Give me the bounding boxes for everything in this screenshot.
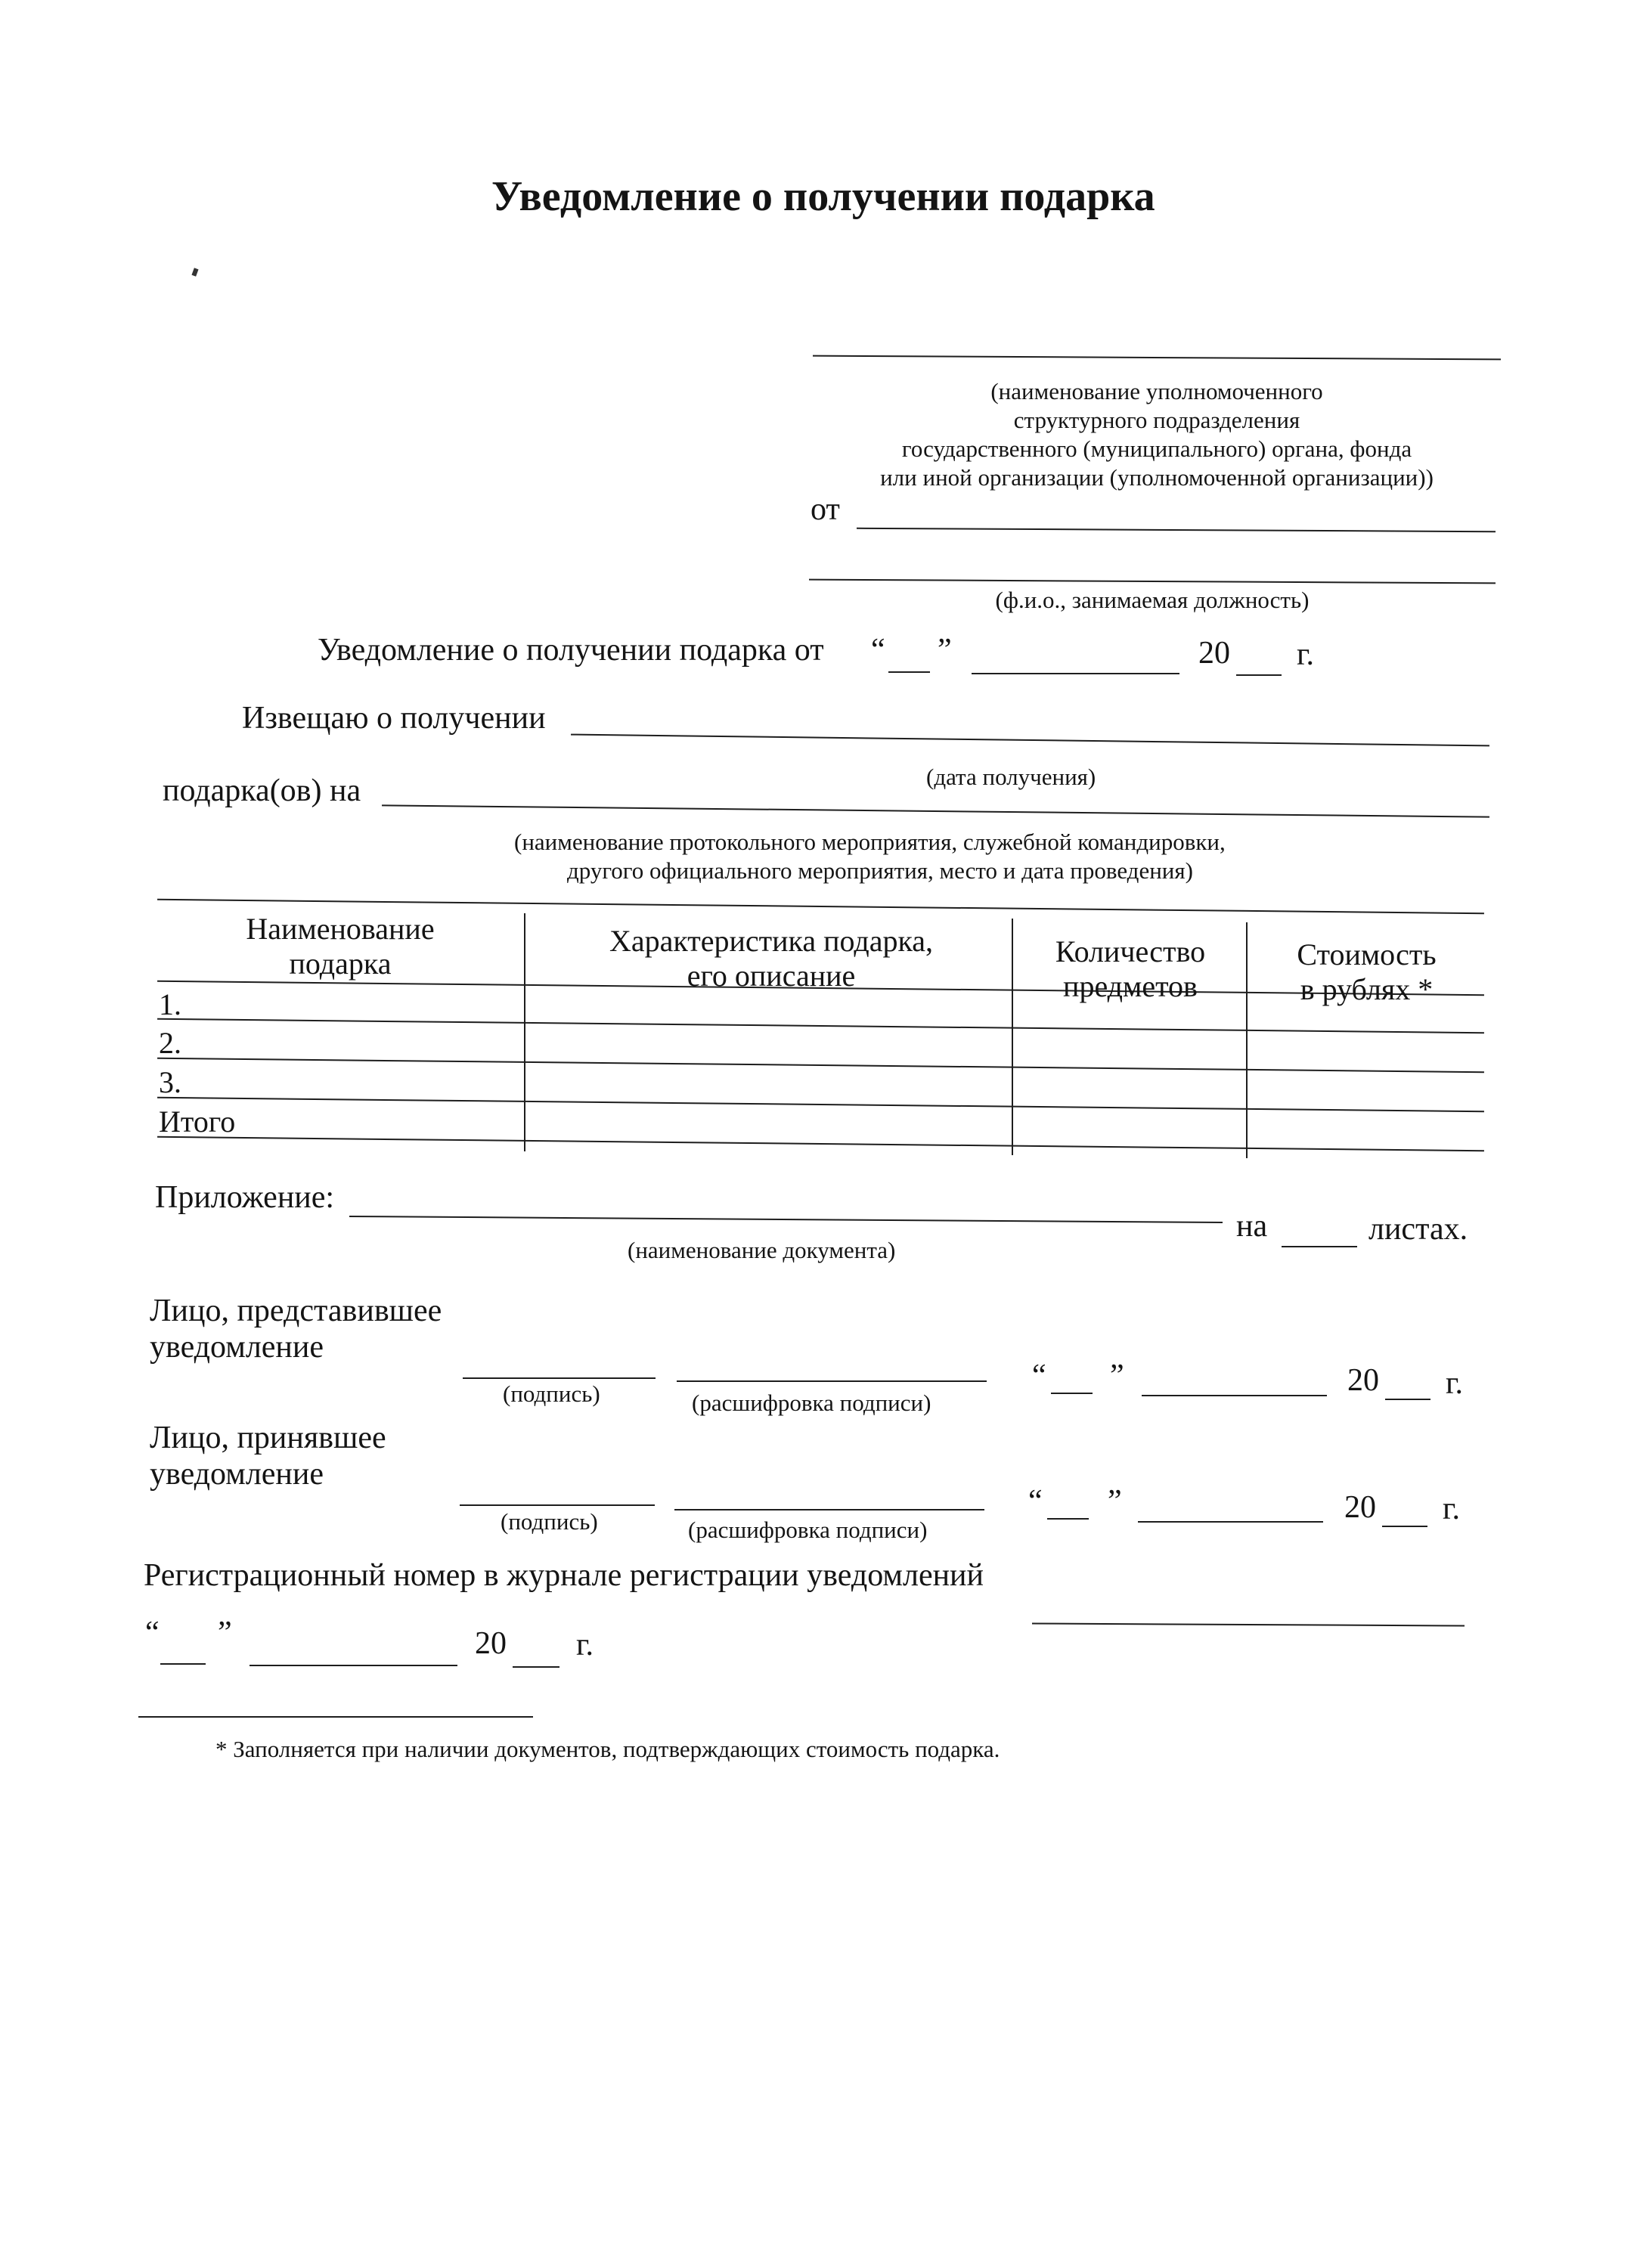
receipt-date-line[interactable] <box>571 734 1489 747</box>
from-fio-line-2[interactable] <box>809 579 1496 584</box>
submitter-month-field[interactable] <box>1142 1395 1327 1396</box>
from-fio-line-1[interactable] <box>857 528 1496 532</box>
table-row-1-rule <box>157 1018 1484 1033</box>
event-line[interactable] <box>382 804 1489 817</box>
receiver-year-field[interactable] <box>1382 1526 1427 1527</box>
gifts-label: подарка(ов) на <box>163 773 361 808</box>
submitter-decoding-caption: (расшифровка подписи) <box>692 1390 931 1416</box>
event-caption-1: (наименование протокольного мероприятия, служебной командировки, <box>514 829 1226 855</box>
header-gift-description: Характеристика подарка, его описание <box>609 924 934 993</box>
attachment-doc-caption: (наименование документа) <box>628 1237 896 1263</box>
receiver-decoding-line[interactable] <box>674 1509 984 1510</box>
registration-year-suffix: г. <box>576 1628 594 1662</box>
submitter-year-prefix: 20 <box>1347 1363 1379 1398</box>
submitter-decoding-line[interactable] <box>677 1380 987 1382</box>
addressee-caption-3: государственного (муниципального) органа, фонда <box>901 435 1412 462</box>
scan-speck <box>191 268 198 276</box>
registration-year-prefix: 20 <box>475 1626 507 1661</box>
receiver-year-prefix: 20 <box>1344 1490 1376 1525</box>
table-row-label-total: Итого <box>159 1105 236 1139</box>
attachment-on-label: на <box>1236 1209 1268 1244</box>
submitter-signature-caption: (подпись) <box>503 1380 600 1407</box>
submitter-quote-close: ” <box>1110 1359 1124 1393</box>
addressee-organization-line[interactable] <box>813 355 1501 361</box>
receiver-day-field[interactable] <box>1047 1518 1089 1520</box>
notice-year-suffix: г. <box>1297 637 1314 672</box>
receiver-label-1: Лицо, принявшее <box>150 1421 386 1455</box>
receipt-date-caption: (дата получения) <box>926 764 1096 790</box>
header-quantity: Количество предметов <box>1055 934 1206 1003</box>
receiver-month-field[interactable] <box>1138 1521 1323 1523</box>
table-row-label-1: 1. <box>159 987 181 1021</box>
submitter-day-field[interactable] <box>1051 1393 1093 1394</box>
registration-label: Регистрационный номер в журнале регистрации уведомлений <box>144 1558 984 1593</box>
table-row-label-3: 3. <box>159 1065 181 1099</box>
notice-day-field[interactable] <box>888 671 930 673</box>
receipt-label: Извещаю о получении <box>242 701 546 736</box>
attachment-label: Приложение: <box>155 1180 335 1215</box>
document-title: Уведомление о получении подарка <box>491 173 1155 220</box>
receiver-quote-open: “ <box>1028 1484 1043 1519</box>
table-row-3-rule <box>157 1097 1484 1112</box>
submitter-label-2: уведомление <box>150 1330 324 1365</box>
submitter-signature-line[interactable] <box>463 1377 656 1379</box>
attachment-doc-line[interactable] <box>349 1216 1223 1223</box>
submitter-label-1: Лицо, представившее <box>150 1294 442 1328</box>
registration-day-field[interactable] <box>160 1663 206 1665</box>
submitter-year-suffix: г. <box>1446 1366 1463 1401</box>
receiver-quote-close: ” <box>1108 1484 1122 1519</box>
registration-month-field[interactable] <box>250 1665 457 1666</box>
footnote-separator <box>138 1716 533 1718</box>
addressee-caption-2: структурного подразделения <box>1013 407 1300 433</box>
addressee-caption-4: или иной организации (уполномоченной организации)) <box>880 464 1434 491</box>
submitter-year-field[interactable] <box>1385 1399 1430 1400</box>
registration-year-field[interactable] <box>513 1666 559 1668</box>
notice-quote-close: ” <box>938 633 952 668</box>
addressee-caption-1: (наименование уполномоченного <box>990 378 1323 404</box>
table-col-rule-1 <box>524 913 525 1151</box>
table-row-label-2: 2. <box>159 1026 181 1060</box>
receiver-label-2: уведомление <box>150 1457 324 1492</box>
attachment-sheets-field[interactable] <box>1282 1246 1357 1247</box>
notice-text: Уведомление о получении подарка от <box>318 633 824 668</box>
notice-year-field[interactable] <box>1236 674 1282 676</box>
table-row-2-rule <box>157 1058 1484 1073</box>
registration-quote-open: “ <box>145 1616 160 1650</box>
receiver-decoding-caption: (расшифровка подписи) <box>688 1517 928 1543</box>
notice-quote-open: “ <box>871 633 885 668</box>
event-caption-2: другого официального мероприятия, место и дата проведения) <box>567 857 1193 884</box>
registration-number-field[interactable] <box>1032 1623 1465 1627</box>
registration-quote-close: ” <box>218 1616 232 1650</box>
from-label: от <box>811 492 840 527</box>
submitter-quote-open: “ <box>1032 1359 1046 1393</box>
receiver-signature-line[interactable] <box>460 1504 655 1506</box>
footnote-text: * Заполняется при наличии документов, подтверждающих стоимость подарка. <box>215 1736 1000 1762</box>
attachment-sheets-label: листах. <box>1368 1212 1468 1247</box>
receiver-signature-caption: (подпись) <box>501 1508 598 1535</box>
table-bottom-rule <box>157 1136 1484 1151</box>
receiver-year-suffix: г. <box>1443 1492 1460 1526</box>
notice-year-prefix: 20 <box>1198 636 1230 671</box>
table-col-rule-3 <box>1246 922 1248 1158</box>
header-gift-name: Наименование подарка <box>246 912 435 981</box>
notice-month-field[interactable] <box>972 673 1179 674</box>
fio-caption: (ф.и.о., занимаемая должность) <box>995 587 1310 613</box>
header-cost: Стоимость в рублях * <box>1297 937 1437 1006</box>
